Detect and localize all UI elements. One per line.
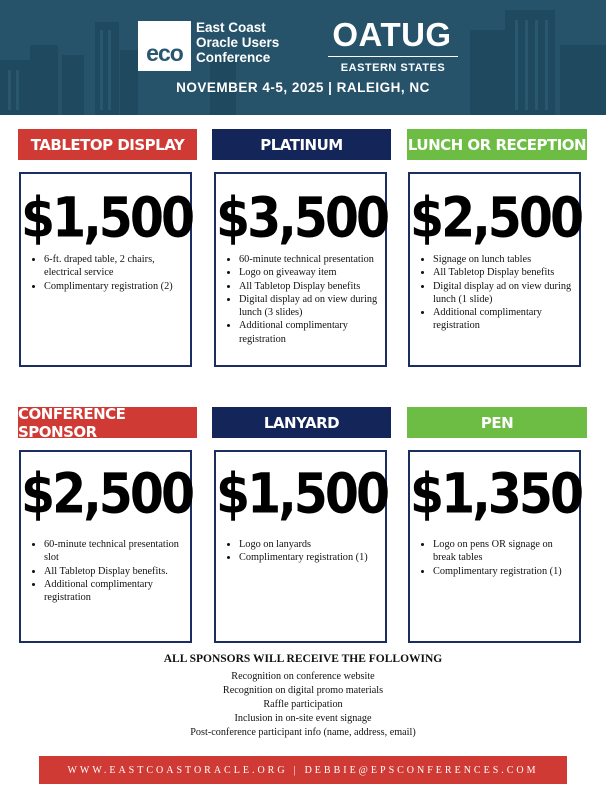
conference-name: East Coast Oracle Users Conference <box>196 20 280 65</box>
header-banner <box>0 0 606 115</box>
tier-header-platinum: PLATINUM <box>212 129 391 160</box>
tier-header-tabletop: TABLETOP DISPLAY <box>18 129 197 160</box>
email-link[interactable]: DEBBIE@EPSCONFERENCES.COM <box>304 764 539 776</box>
benefit-item: • All Tabletop Display benefits <box>433 266 573 279</box>
benefit-item: • 60-minute technical presentation <box>239 253 379 266</box>
tier-card-pen <box>408 450 581 643</box>
eastern-states-label: EASTERN STATES <box>340 62 446 74</box>
oatug-divider <box>328 56 458 57</box>
tier-price: $2,500 <box>410 186 582 250</box>
tier-card-conference-sponsor <box>19 450 192 643</box>
benefit-item: • Complimentary registration (2) <box>44 280 184 293</box>
benefit-list <box>420 538 573 578</box>
benefit-list <box>31 253 184 293</box>
benefit-item: • 60-minute technical presentation slot <box>44 538 184 565</box>
benefit-item: • Complimentary registration (1) <box>433 565 573 578</box>
benefit-list <box>226 538 379 565</box>
tier-price: $2,500 <box>21 462 193 526</box>
all-sponsors-list <box>0 670 606 740</box>
benefit-item: • Digital display ad on view during lunch (3 slides) <box>239 293 379 320</box>
all-sponsors-item: Raffle participation <box>263 699 343 710</box>
all-sponsors-item: Recognition on conference website <box>231 671 375 682</box>
benefit-item: • All Tabletop Display benefits <box>239 280 379 293</box>
benefit-item: • Complimentary registration (1) <box>239 551 379 564</box>
benefit-item: • Digital display ad on view during lunch (1 slide) <box>433 280 573 307</box>
all-sponsors-heading: ALL SPONSORS WILL RECEIVE THE FOLLOWING <box>163 653 443 665</box>
tier-card-platinum <box>214 172 387 367</box>
tier-price: $1,500 <box>216 462 388 526</box>
all-sponsors-item: Recognition on digital promo materials <box>222 685 384 696</box>
benefit-item: • Logo on pens OR signage on break tables <box>433 538 573 565</box>
tier-price: $3,500 <box>216 186 388 250</box>
benefit-item: • Additional complimentary registration <box>44 578 184 605</box>
all-sponsors-item: Inclusion in on-site event signage <box>234 713 372 724</box>
benefit-list <box>226 253 379 346</box>
tier-header-lunch: LUNCH OR RECEPTION <box>407 129 587 160</box>
benefit-list <box>31 538 184 604</box>
tier-card-lanyard <box>214 450 387 643</box>
tier-header-conference-sponsor: CONFERENCE SPONSOR <box>18 407 197 438</box>
tier-card-tabletop <box>19 172 192 367</box>
benefit-item: • All Tabletop Display benefits. <box>44 565 184 578</box>
tier-header-pen: PEN <box>407 407 587 438</box>
oatug-logo: OATUG <box>332 16 452 53</box>
tier-header-lanyard: LANYARD <box>212 407 391 438</box>
benefit-item: • Additional complimentary registration <box>433 306 573 333</box>
benefit-list <box>420 253 573 333</box>
all-sponsors-item: Post-conference participant info (name, address, email) <box>190 727 416 738</box>
benefit-item: • Additional complimentary registration <box>239 319 379 346</box>
tier-card-lunch <box>408 172 581 367</box>
benefit-item: • Logo on giveaway item <box>239 266 379 279</box>
benefit-item: • Logo on lanyards <box>239 538 379 551</box>
event-dateline: NOVEMBER 4-5, 2025 | RALEIGH, NC <box>176 80 430 95</box>
footer-contact-bar <box>39 756 567 784</box>
tier-price: $1,350 <box>410 462 582 526</box>
city-skyline-image <box>0 0 606 115</box>
benefit-item: • Signage on lunch tables <box>433 253 573 266</box>
eco-logo: eco <box>138 21 191 71</box>
tier-price: $1,500 <box>21 186 193 250</box>
footer-separator: | <box>293 764 299 776</box>
benefit-item: • 6-ft. draped table, 2 chairs, electrical service <box>44 253 184 280</box>
website-link[interactable]: WWW.EASTCOASTORACLE.ORG <box>67 764 288 776</box>
